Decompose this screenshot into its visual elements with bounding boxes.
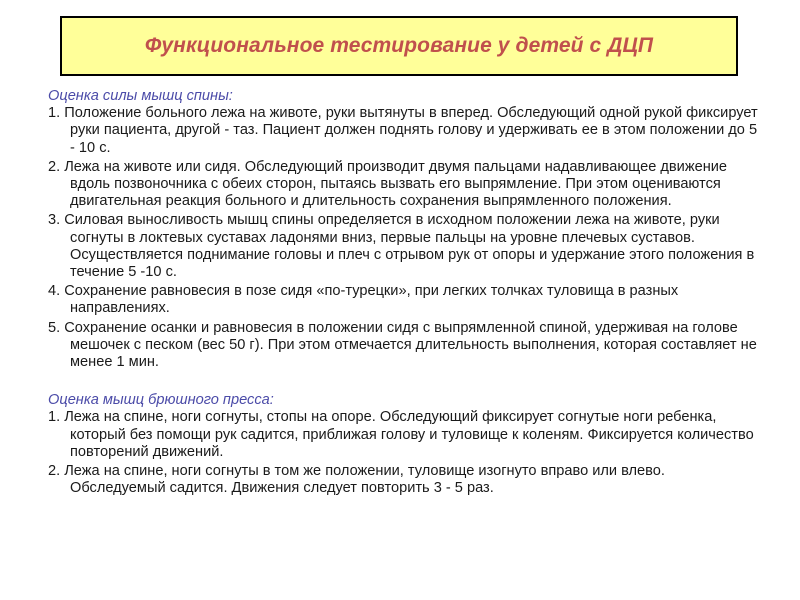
list-item: 2. Лежа на спине, ноги согнуты в том же положении, туловище изогнуто вправо или влево. Обследуемый садится. Движения следует повторить 3 - 5 раз. (48, 463, 665, 497)
page-title: Функциональное тестирование у детей с ДЦП (144, 34, 654, 57)
title-box (60, 16, 738, 76)
section-heading: Оценка мышц брюшного пресса: (48, 392, 274, 409)
section-abdominal-muscles (48, 392, 760, 497)
list-item: 3. Силовая выносливость мышц спины определяется в исходном положении лежа на животе, руки согнуты в локтевых суставах ладонями вниз, первые пальцы на уровне плечевых суставов. Осуществляется поднимание головы и плеч с отрывом рук от опоры и удержание этого положения в течение 5 -10 с. (48, 212, 755, 281)
section-spacer (48, 373, 760, 392)
list-item: 5. Сохранение осанки и равновесия в положении сидя с выпрямленной спиной, удерживая на голове мешочек с песком (вес 50 г). При этом отмечается длительность выполнения, которая составляет не менее 1 мин. (48, 319, 757, 371)
list-item: 1. Лежа на спине, ноги согнуты, стопы на опоре. Обследующий фиксирует согнутые ноги ребенка, который без помощи рук садится, приближая голову и туловище к коленям. Фиксируется количество повторений движений. (48, 409, 754, 460)
slide-content (48, 88, 760, 499)
list-item: 4. Сохранение равновесия в позе сидя «по-турецки», при легких толчках туловища в разных направлениях. (48, 283, 679, 317)
section-heading: Оценка силы мышц спины: (48, 88, 233, 104)
section-back-muscles (48, 88, 760, 371)
list-item: 2. Лежа на животе или сидя. Обследующий производит двумя пальцами надавливающее движение вдоль позвоночника с обеих сторон, пытаясь вызвать его выпрямление. При этом оцениваются двигательная реакция больного и длительность сохранения выпрямленного положения. (48, 158, 728, 210)
list-item: 1. Положение больного лежа на животе, руки вытянуты в вперед. Обследующий одной рукой фиксирует руки пациента, другой - таз. Пациент должен поднять голову и удерживать ее в этом положении до 5 - 10 с. (48, 105, 758, 156)
